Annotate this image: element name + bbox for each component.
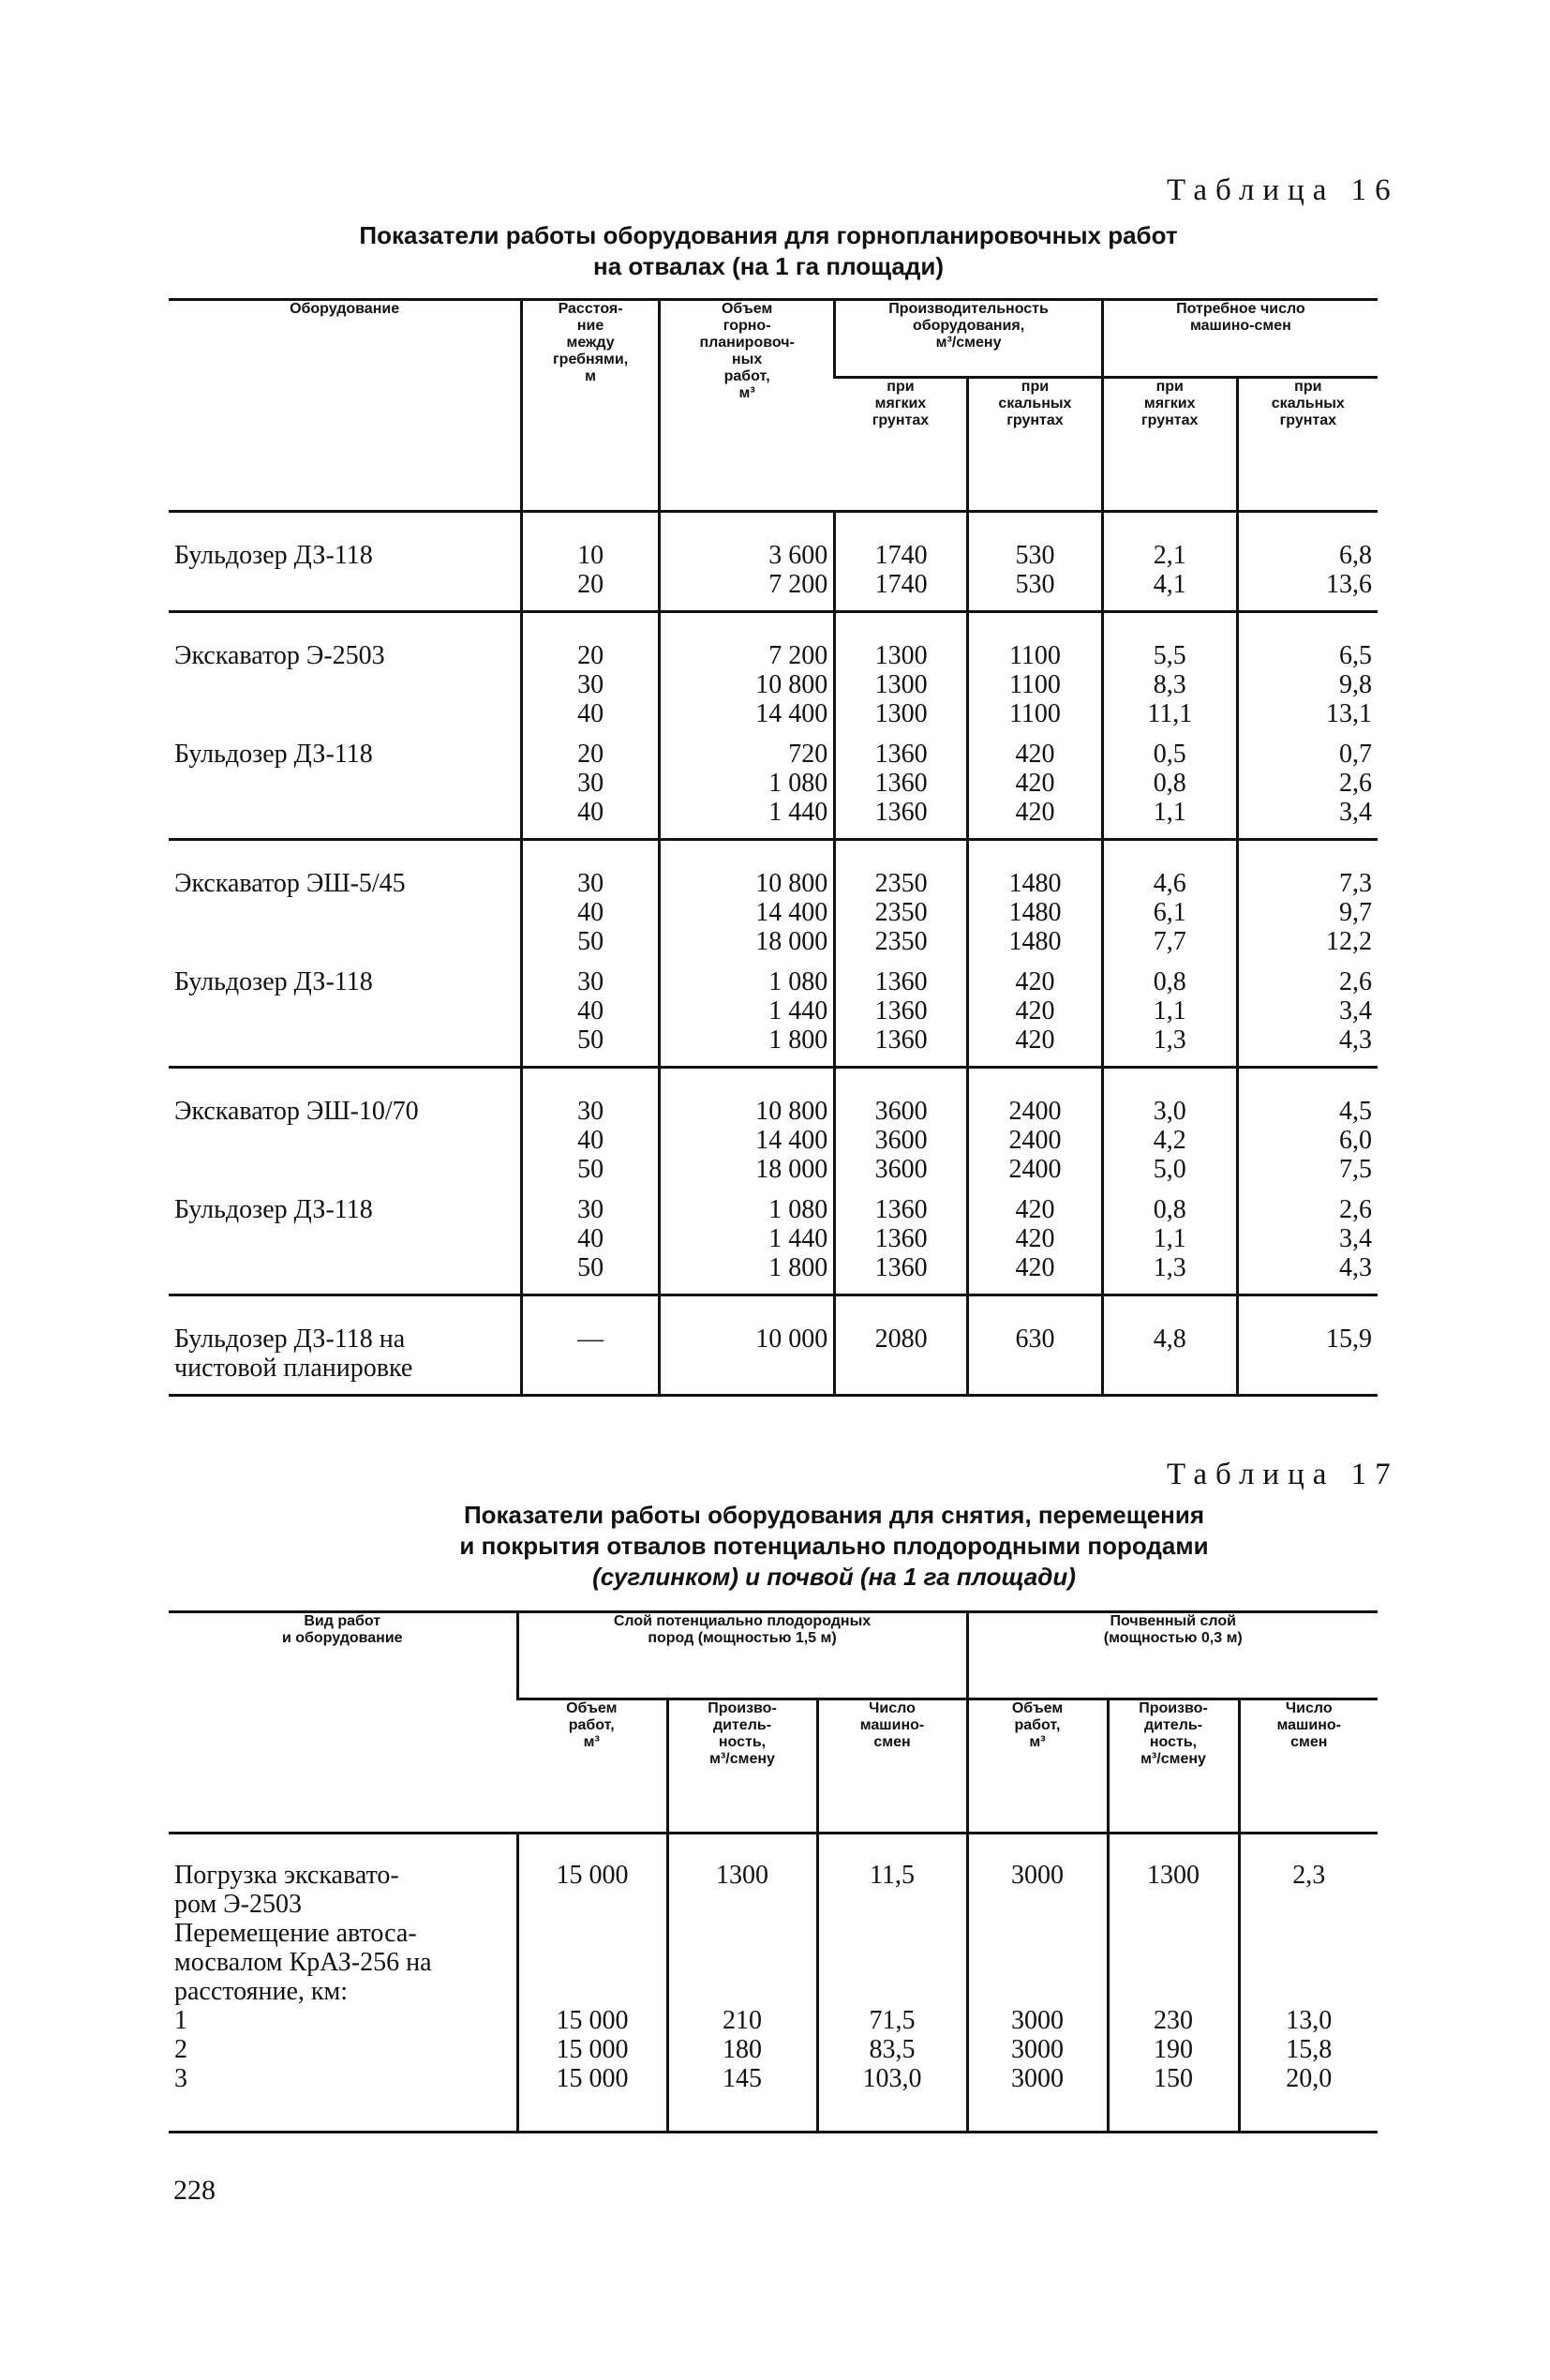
equipment-name: Бульдозер ДЗ-118 (174, 1195, 373, 1224)
t16-h-need: Потребное число машино-смен (1102, 300, 1378, 378)
shifts-rock: 7,3 9,7 12,2 (1237, 840, 1378, 957)
prod-soft: 1740 1740 (835, 512, 968, 612)
shifts-soft: 4,6 6,1 7,7 (1102, 840, 1237, 957)
shifts-soft: 3,0 4,2 5,0 (1102, 1068, 1237, 1185)
distance: 30 40 50 (522, 956, 660, 1068)
shifts-rock: 6,5 9,8 13,1 (1237, 612, 1378, 729)
t16-h-equip: Оборудование (169, 300, 522, 512)
t16-h-soft1: при мягких грунтах (835, 378, 968, 512)
t17-h-work: Вид работ и оборудование (169, 1612, 517, 1834)
volume: 10 800 14 400 18 000 (659, 840, 834, 957)
distance: 10 20 (522, 512, 660, 612)
prod-rock: 630 (968, 1295, 1103, 1396)
t16-h-prod: Производительность оборудования, м³/смену (835, 300, 1103, 378)
table-row (169, 1295, 1378, 1396)
t16-h-dist: Расстоя- ние между гребнями, м (522, 300, 660, 512)
equipment-name: Экскаватор ЭШ-10/70 (174, 1097, 419, 1126)
t17-h-num1: Число машино- смен (817, 1699, 967, 1834)
value-d: 3000 3000 3000 (967, 1919, 1108, 2133)
equipment-name: Бульдозер ДЗ-118 на чистовой планировке (174, 1325, 413, 1383)
value-c: 11,5 (817, 1834, 967, 1920)
t17-h-layer2: Почвенный слой (мощностью 0,3 м) (967, 1612, 1378, 1699)
equipment-name: Бульдозер ДЗ-118 (174, 967, 373, 996)
prod-soft: 3600 3600 3600 (835, 1068, 968, 1185)
prod-rock: 420 420 420 (968, 728, 1103, 840)
value-a: 15 000 (517, 1834, 667, 1920)
prod-rock: 2400 2400 2400 (968, 1068, 1103, 1185)
value-b: 210 180 145 (667, 1919, 817, 2133)
prod-rock: 530 530 (968, 512, 1103, 612)
volume: 10 000 (659, 1295, 834, 1396)
shifts-rock: 4,5 6,0 7,5 (1237, 1068, 1378, 1185)
shifts-rock: 2,6 3,4 4,3 (1237, 956, 1378, 1068)
prod-soft: 1360 1360 1360 (835, 1184, 968, 1295)
table-row (169, 1184, 1378, 1295)
shifts-soft: 5,5 8,3 11,1 (1102, 612, 1237, 729)
table-row (169, 728, 1378, 840)
prod-soft: 2080 (835, 1295, 968, 1396)
work-name: Перемещение автоса- мосвалом КрАЗ-256 на расстояние, км: 1 2 3 (174, 1919, 432, 2093)
table-row (169, 1834, 1378, 1920)
value-c: 71,5 83,5 103,0 (817, 1919, 967, 2133)
shifts-soft: 0,8 1,1 1,3 (1102, 956, 1237, 1068)
prod-rock: 420 420 420 (968, 1184, 1103, 1295)
distance: 30 40 50 (522, 1068, 660, 1185)
table-row (169, 1919, 1378, 2133)
t16-h-rock1: при скальных грунтах (968, 378, 1103, 512)
volume: 3 600 7 200 (659, 512, 834, 612)
volume: 1 080 1 440 1 800 (659, 956, 834, 1068)
table16-caption: Таблица 16 (1167, 173, 1399, 207)
shifts-rock: 15,9 (1237, 1295, 1378, 1396)
distance: 20 30 40 (522, 728, 660, 840)
value-b: 1300 (667, 1834, 817, 1920)
t17-h-prod1: Произво- дитель- ность, м³/смену (667, 1699, 817, 1834)
value-f: 2,3 (1239, 1834, 1378, 1920)
t17-h-num2: Число машино- смен (1239, 1699, 1378, 1834)
volume: 7 200 10 800 14 400 (659, 612, 834, 729)
equipment-name: Экскаватор ЭШ-5/45 (174, 869, 406, 898)
shifts-soft: 0,8 1,1 1,3 (1102, 1184, 1237, 1295)
prod-rock: 420 420 420 (968, 956, 1103, 1068)
volume: 10 800 14 400 18 000 (659, 1068, 834, 1185)
equipment-name: Бульдозер ДЗ-118 (174, 740, 373, 769)
value-e: 230 190 150 (1108, 1919, 1239, 2133)
value-e: 1300 (1108, 1834, 1239, 1920)
equipment-name: Бульдозер ДЗ-118 (174, 541, 373, 570)
table-row (169, 512, 1378, 612)
value-f: 13,0 15,8 20,0 (1239, 1919, 1378, 2133)
table-row (169, 956, 1378, 1068)
t17-h-vol2: Объем работ, м³ (967, 1699, 1108, 1834)
prod-soft: 1300 1300 1300 (835, 612, 968, 729)
prod-soft: 1360 1360 1360 (835, 728, 968, 840)
prod-rock: 1100 1100 1100 (968, 612, 1103, 729)
t16-h-vol: Объем горно- планировоч- ных работ, м³ (659, 300, 834, 512)
t17-h-vol1: Объем работ, м³ (517, 1699, 667, 1834)
table16 (169, 298, 1378, 1397)
t17-h-layer1: Слой потенциально плодородных пород (мощностью 1,5 м) (517, 1612, 967, 1699)
volume: 720 1 080 1 440 (659, 728, 834, 840)
shifts-rock: 2,6 3,4 4,3 (1237, 1184, 1378, 1295)
table17-title: Показатели работы оборудования для снятия, перемещения и покрытия отвалов потенциально плодородными породами (суглинком) и почвой (на 1 га площади) (459, 1501, 1209, 1591)
distance: 20 30 40 (522, 612, 660, 729)
equipment-name: Экскаватор Э-2503 (174, 641, 385, 670)
table16-title: Показатели работы оборудования для горнопланировочных работ на отвалах (на 1 га площади) (359, 221, 1178, 280)
shifts-soft: 4,8 (1102, 1295, 1237, 1396)
prod-soft: 1360 1360 1360 (835, 956, 968, 1068)
shifts-soft: 0,5 0,8 1,1 (1102, 728, 1237, 840)
table-row (169, 840, 1378, 957)
volume: 1 080 1 440 1 800 (659, 1184, 834, 1295)
work-name: Погрузка экскавато- ром Э-2503 (174, 1861, 399, 1919)
page-number: 228 (173, 2175, 216, 2206)
table-row (169, 1068, 1378, 1185)
t16-h-rock2: при скальных грунтах (1237, 378, 1378, 512)
distance: 30 40 50 (522, 840, 660, 957)
table17-caption: Таблица 17 (1167, 1458, 1399, 1491)
t16-h-soft2: при мягких грунтах (1102, 378, 1237, 512)
table17 (169, 1610, 1378, 2133)
value-d: 3000 (967, 1834, 1108, 1920)
shifts-rock: 0,7 2,6 3,4 (1237, 728, 1378, 840)
distance: 30 40 50 (522, 1184, 660, 1295)
prod-soft: 2350 2350 2350 (835, 840, 968, 957)
table-row (169, 612, 1378, 729)
t17-h-prod2: Произво- дитель- ность, м³/смену (1108, 1699, 1239, 1834)
shifts-rock: 6,8 13,6 (1237, 512, 1378, 612)
prod-rock: 1480 1480 1480 (968, 840, 1103, 957)
distance: — (522, 1295, 660, 1396)
shifts-soft: 2,1 4,1 (1102, 512, 1237, 612)
value-a: 15 000 15 000 15 000 (517, 1919, 667, 2133)
